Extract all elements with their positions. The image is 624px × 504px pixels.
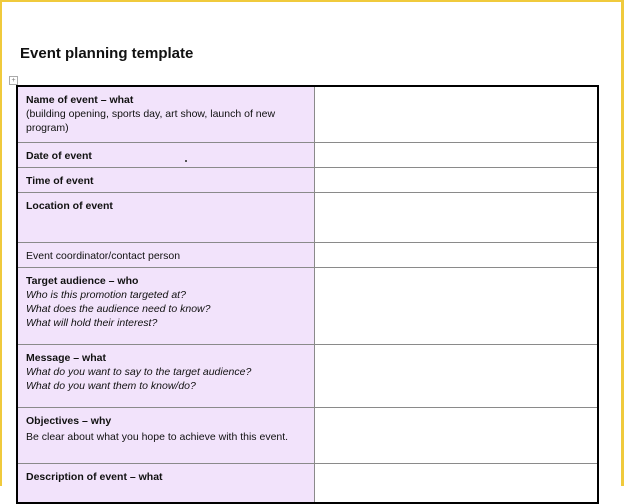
name-of-event-field[interactable] <box>315 86 599 142</box>
table-move-handle-icon[interactable]: + <box>9 76 18 85</box>
time-of-event-field[interactable] <box>315 167 599 192</box>
table-row <box>17 407 598 463</box>
row-description: Be clear about what you hope to achieve with this event. <box>26 430 289 443</box>
row-label-cell <box>17 344 315 407</box>
table-row <box>17 267 598 344</box>
target-audience-field[interactable] <box>315 267 599 344</box>
event-coordinator-field[interactable] <box>315 242 599 267</box>
table-row <box>17 242 598 267</box>
table-row <box>17 192 598 242</box>
row-label: Name of event – what <box>26 94 134 106</box>
row-label-cell <box>17 86 315 142</box>
row-label-cell <box>17 242 315 267</box>
table-row <box>17 86 598 142</box>
row-label-cell <box>17 167 315 192</box>
row-question: What do you want them to know/do? <box>26 379 196 392</box>
row-label-cell <box>17 407 315 463</box>
row-label: Description of event – what <box>26 470 163 483</box>
row-label-cell <box>17 463 315 503</box>
row-label-cell <box>17 192 315 242</box>
row-question: What will hold their interest? <box>26 316 158 329</box>
objectives-field[interactable] <box>315 407 599 463</box>
row-label: Time of event <box>26 174 94 187</box>
row-description: (building opening, sports day, art show, launch of new program) <box>26 108 276 134</box>
row-question: Who is this promotion targeted at? <box>26 288 186 301</box>
row-label: Target audience – who <box>26 274 139 287</box>
stray-dot <box>185 160 187 162</box>
date-of-event-field[interactable] <box>315 142 599 167</box>
event-planning-table <box>16 85 599 504</box>
row-label: Objectives – why <box>26 414 112 427</box>
row-label: Location of event <box>26 199 113 212</box>
row-label: Event coordinator/contact person <box>26 249 181 262</box>
row-label: Message – what <box>26 351 106 364</box>
location-of-event-field[interactable] <box>315 192 599 242</box>
table-row <box>17 463 598 503</box>
message-field[interactable] <box>315 344 599 407</box>
row-label-cell <box>17 267 315 344</box>
table-row <box>17 142 598 167</box>
row-question: What do you want to say to the target audience? <box>26 365 252 378</box>
page-title: Event planning template <box>20 45 194 62</box>
row-label: Date of event <box>26 149 92 162</box>
row-label-cell <box>17 142 315 167</box>
row-question: What does the audience need to know? <box>26 302 211 315</box>
description-of-event-field[interactable] <box>315 463 599 503</box>
table-row <box>17 344 598 407</box>
table-row <box>17 167 598 192</box>
